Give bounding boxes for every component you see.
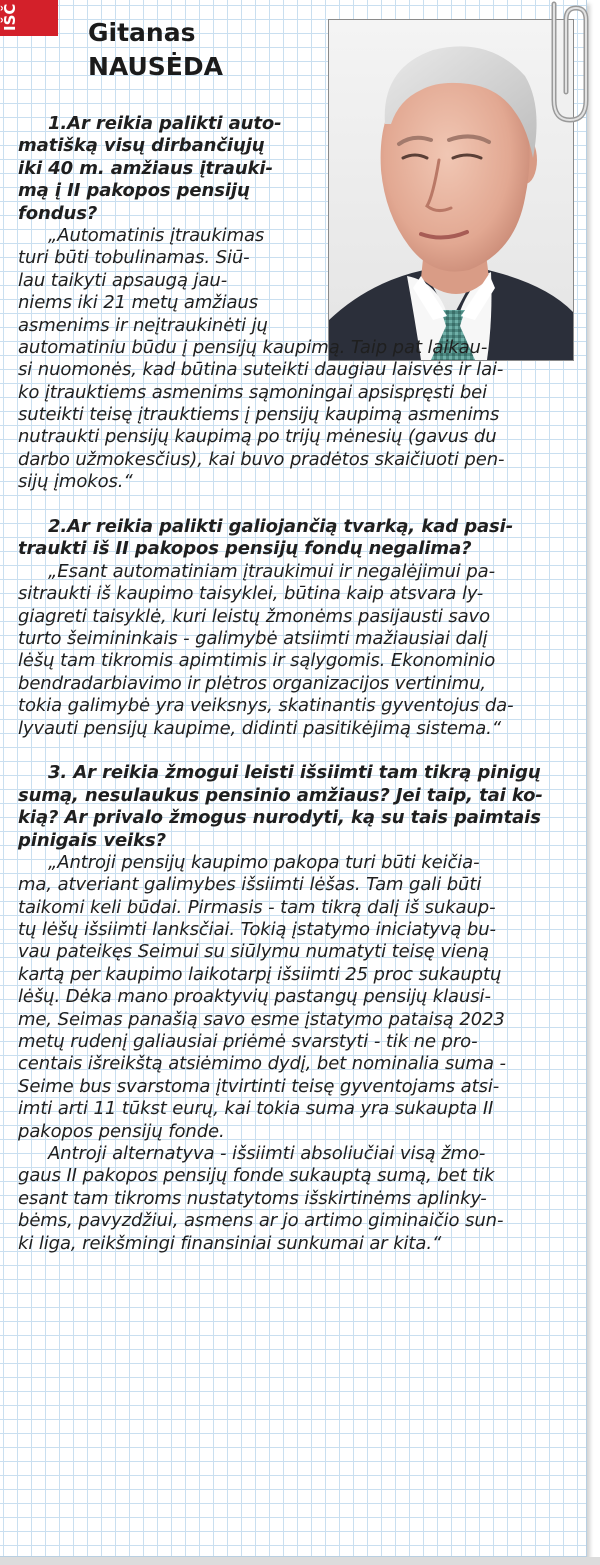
answer-2-line: lėšų tam tikromis apimtimis ir sąlygomis. Ekonominio [18,650,496,672]
answer-3-line: Antroji alternatyva - išsiimti absoliučiai visą žmo- [48,1142,486,1164]
answer-3-line: „Antroji pensijų kaupimo pakopa turi būti keičia- [48,851,480,873]
question-1-line: matišką visų dirbančiųjų [18,135,265,157]
answer-3-line: bėms, pavyzdžiui, asmens ar jo artimo giminaičio sun- [18,1210,504,1232]
answer-3-line: taikomi keli būdai. Pirmasis - tam tikrą dalį iš sukaup- [18,896,496,918]
question-1-line: fondus? [18,202,98,224]
answer-3-line: me, Seimas panašią savo esme įstatymo pataisą 2023 [18,1008,505,1030]
answer-3-line: esant tam tikroms nustatytoms išskirtinėms aplinky- [18,1187,487,1209]
page-bottom-edge [0,1557,600,1565]
answer-2-line: tokia galimybė yra veiksnys, skatinantis gyventojus da- [18,695,514,717]
answer-3-line: kartą per kaupimo laikotarpį išsiimti 25 proc sukauptų [18,963,502,985]
question-3-line: sumą, nesulaukus pensinio amžiaus? Jei taip, tai ko- [18,784,543,806]
answer-3-line: tų lėšų išsiimti lanksčiai. Tokią įstatymo iniciatyvą bu- [18,919,496,941]
paper-clip-icon [540,0,590,130]
answer-3-line: imti arti 11 tūkst eurų, kai tokia suma yra sukaupta II [18,1098,494,1120]
paragraph-gap [18,740,570,762]
answer-1-line: lau taikyti apsaugą jau- [18,269,228,291]
answer-2-line: „Esant automatiniam įtraukimui ir negalėjimui pa- [48,560,495,582]
answer-1-line: niems iki 21 metų amžiaus [18,292,259,314]
answer-1-line: asmenims ir neįtraukinėti jų [18,314,268,336]
section-tab [0,0,58,36]
answer-3-line: metų rudenį galiausiai priėmė svarstyti - tik ne pro- [18,1031,478,1053]
answer-1-line: darbo užmokesčius), kai buvo pradėtos skaičiuoti pen- [18,448,505,470]
answer-1-line: nutraukti pensijų kaupimą po trijų mėnesių (gavus du [18,426,497,448]
answer-1-line: automatiniu būdu į pensijų kaupimą. Taip pat laikau- [18,336,488,358]
answer-3-line: Seime bus svarstoma įtvirtinti teisę gyventojams atsi- [18,1075,500,1097]
answer-2-line: giagreti taisyklė, kuri leistų žmonėms pasijausti savo [18,605,491,627]
question-3-line: pinigais veiks? [18,829,166,851]
question-2-line: traukti iš II pakopos pensijų fondų negalima? [18,538,472,560]
answer-3-line: centais išreikštą atsiėmimo dydį, bet nominalia suma - [18,1053,506,1075]
question-1-line: 1.Ar reikia palikti auto- [48,113,282,134]
section-tab-label: IŠČ [1,3,19,31]
answer-1-line: sijų įmokos.“ [18,471,133,493]
question-2-line: 2.Ar reikia palikti galiojančią tvarką, kad pasi- [48,516,514,538]
answer-1-line: ko įtrauktiems asmenims sąmoningai apsispręsti bei [18,381,488,403]
person-first-name: Gitanas [88,18,196,47]
answer-2-line: sitraukti iš kaupimo taisyklei, būtina kaip atsvara ly- [18,583,484,605]
answer-3-line: gaus II pakopos pensijų fonde sukauptą sumą, bet tik [18,1165,495,1187]
question-3-line: 3. Ar reikia žmogui leisti išsiimti tam tikrą pinigų [48,762,541,784]
answer-3-line: vau pateikęs Seimui su siūlymu numatyti teisę vieną [18,941,490,963]
answer-3-line: ma, atveriant galimybes išsiimti lėšas. Tam gali būti [18,874,482,896]
answer-2-line: turto šeimininkais - galimybė atsiimti mažiausiai dalį [18,627,488,649]
person-last-name: NAUSĖDA [88,52,223,81]
answer-1-line: si nuomonės, kad būtina suteikti daugiau laisvės ir lai- [18,359,504,381]
answer-2-line: lyvauti pensijų kaupime, didinti pasitikėjimą sistema.“ [18,717,502,739]
question-1-line: mą į II pakopos pensijų [18,180,250,202]
answer-3-line: pakopos pensijų fonde. [18,1120,225,1142]
paragraph-gap [18,494,570,516]
person-name [88,16,223,84]
answer-1-line: turi būti tobulinamas. Siū- [18,247,250,269]
answer-1-line: „Automatinis įtraukimas [48,224,265,246]
question-1-line: iki 40 m. amžiaus įtrauki- [18,157,273,179]
answer-2-line: bendradarbiavimo ir plėtros organizacijos vertinimu, [18,672,487,694]
interview-text [18,113,570,1255]
question-3-line: kią? Ar privalo žmogus nurodyti, ką su tais paimtais [18,807,541,829]
answer-3-line: lėšų. Dėka mano proaktyvių pastangų pensijų klausi- [18,986,491,1008]
answer-1-line: suteikti teisę įtrauktiems į pensijų kaupimą asmenims [18,404,500,426]
answer-3-line: ki liga, reikšmingi finansiniai sunkumai ar kita.“ [18,1232,442,1254]
